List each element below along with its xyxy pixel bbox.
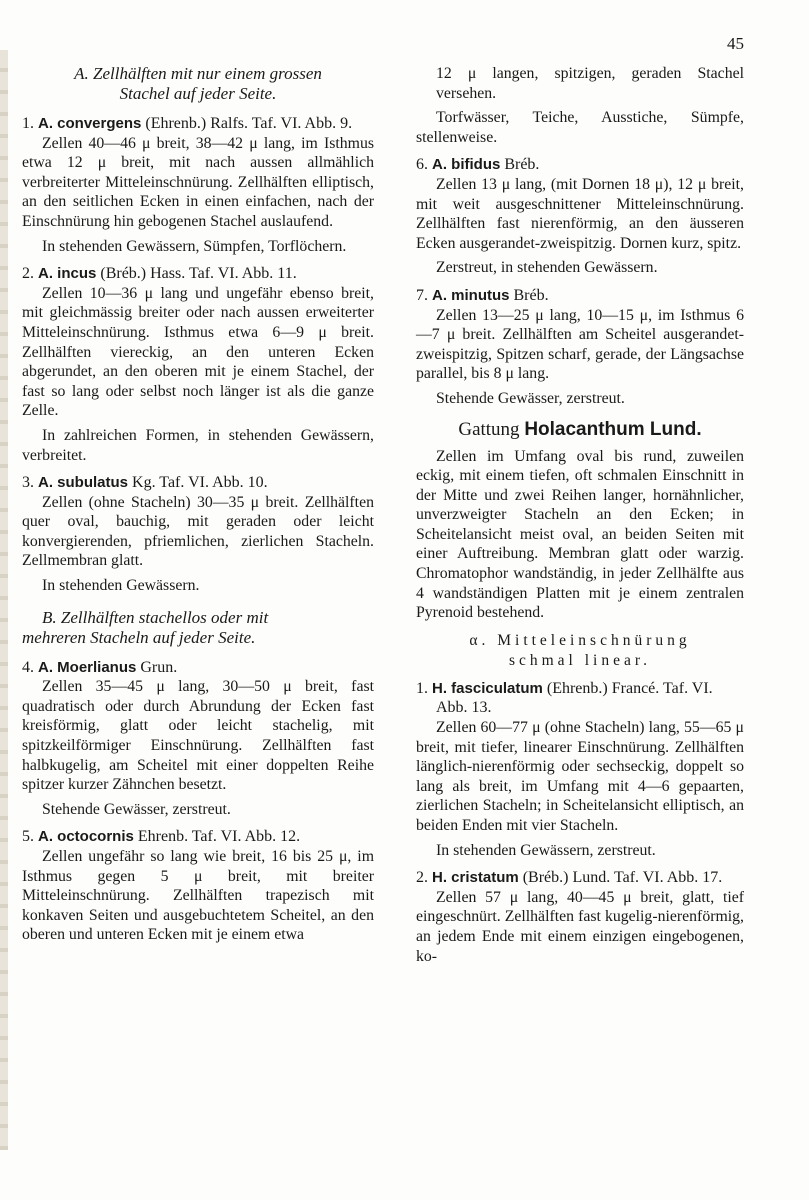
section-a-heading: A. Zellhälften mit nur einem grossen Stachel auf jeder Seite. (74, 64, 322, 103)
entry-cristatum: 2. H. cristatum (Bréb.) Lund. Taf. VI. Abb. 17. (416, 869, 723, 887)
left-column (22, 64, 374, 945)
binding-edge (0, 50, 8, 1150)
entry-subulatus: 3. A. subulatus Kg. Taf. VI. Abb. 10. (22, 474, 268, 492)
entry-desc: Zellen 60—77 μ (ohne Stacheln) lang, 55—65 μ breit, mit tiefer, linearer Einschnürung. Zellhälften länglich-nierenförmig oder sechseckig, doppelt so lang als breit, im Umfang mit 4—6 gepaarten, zierlichen Stacheln; in Scheitelansicht elliptisch, an beiden Enden mit vier Stacheln. (416, 719, 744, 834)
entry-desc: Zellen 10—36 μ lang und ungefähr ebenso breit, mit gleichmässig breiter oder nach aussen erweiterter Mitteleinschnürung. Isthmus etwa 6—9 μ breit. Zellhälften viereckig, an den unteren Ecken abgerundet, an den oberen mit je einem Stachel, der fast so lang oder selbst noch länger ist als die ganze Zelle. (22, 284, 374, 420)
subsection-alpha: α. Mitteleinschnürung schmal linear. (469, 631, 691, 669)
entry-desc: Zellen 35—45 μ lang, 30—50 μ breit, fast quadratisch oder durch Abrundung der Ecken fast kreisförmig, glatt oder leicht stachelig, mit spitzkeilförmiger Einschnürung. Zellhälften fast halbkugelig, am Scheitel mit einer doppelten Reihe spitzer kurzer Zähnchen besetzt. (22, 678, 374, 794)
section-b-heading: B. Zellhälften stachellos oder mit mehreren Stacheln auf jeder Seite. (22, 607, 269, 647)
entry-moerlianus: 4. A. Moerlianus Grun. (22, 658, 178, 676)
right-column (416, 64, 744, 966)
entry-desc: Zellen (ohne Stacheln) 30—35 μ breit. Zellhälften quer oval, bauchig, mit geraden oder leicht konvergierenden, pfriemlichen, zierlichen Stacheln. Zellmembran glatt. (22, 493, 374, 570)
entry-desc: Zellen 13—25 μ lang, 10—15 μ, im Isthmus 6—7 μ breit. Zellhälften am Scheitel ausgerandet-zweispitzig, Spitzen scharf, gerade, der Längsachse parallel, bis 8 μ lang. (416, 306, 744, 383)
continued-text: 12 μ langen, spitzigen, geraden Stachel versehen. (436, 65, 744, 102)
entry-habitat: Stehende Gewässer, zerstreut. (436, 389, 625, 407)
genus-description: Zellen im Umfang oval bis rund, zuweilen eckig, mit einem tiefen, oft schmalen Einschnitt in der Mitte und zwei Reihen langer, hornähnlicher, unverzweigter Stacheln an den Ecken; in Scheitelansicht meist oval, an beiden Seiten mit einer Auftreibung. Membran glatt oder warzig. Chromatophor wandständig, in jeder Zellhälfte aus 4 wandständigen Platten mit je einem zentralen Pyrenoid bestehend. (416, 447, 744, 622)
entry-habitat: In stehenden Gewässern, zerstreut. (436, 841, 656, 859)
entry-incus: 2. A. incus (Bréb.) Hass. Taf. VI. Abb. 11. (22, 265, 297, 283)
entry-octocornis: 5. A. octocornis Ehrenb. Taf. VI. Abb. 12. (22, 828, 301, 846)
entry-bifidus: 6. A. bifidus Bréb. (416, 156, 540, 174)
genus-heading: Gattung Holacanthum Lund. (458, 418, 702, 440)
entry-desc: Zellen 57 μ lang, 40—45 μ breit, glatt, tief eingeschnürt. Zellhälften fast kugelig-nierenförmig, an jedem Ende mit einem einzigen eingebogenen, ko- (416, 888, 744, 965)
entry-fasciculatum: 1. H. fasciculatum (Ehrenb.) Francé. Taf. VI. Abb. 13. (416, 679, 713, 717)
entry-habitat: In stehenden Gewässern. (42, 577, 200, 595)
entry-habitat: Zerstreut, in stehenden Gewässern. (436, 259, 658, 277)
entry-habitat: Torfwässer, Teiche, Ausstiche, Sümpfe, stellenweise. (416, 109, 744, 146)
entry-desc: Zellen ungefähr so lang wie breit, 16 bis 25 μ, im Isthmus gegen 5 μ breit, mit breiter Mitteleinschnürung. Zellhälften trapezisch mit konkaven Seiten und ausgebuchtetem Scheitel, an den oberen und unteren Ecken mit je einem etwa (22, 848, 374, 944)
entry-desc: Zellen 13 μ lang, (mit Dornen 18 μ), 12 μ breit, mit weit ausgeschnittener Mitteleinschnürung. Zellhälften fast nierenförmig, an den äusseren Ecken ausgerandet-zweispitzig. Dornen kurz, spitz. (416, 175, 744, 252)
entry-convergens: 1. A. convergens (Ehrenb.) Ralfs. Taf. VI. Abb. 9. (22, 115, 353, 132)
entry-desc: Zellen 40—46 μ breit, 38—42 μ lang, im Isthmus etwa 12 μ breit, mit nach aussen allmählich verbreiterter Mitteleinschnürung. Zellhälften elliptisch, an den seitlichen Ecken in einen einfachen, nach der Einschnürung hin gebogenen Stachel auslaufend. (22, 134, 374, 230)
entry-habitat: In zahlreichen Formen, in stehenden Gewässern, verbreitet. (22, 426, 374, 464)
entry-minutus: 7. A. minutus Bréb. (416, 286, 549, 304)
entry-habitat: Stehende Gewässer, zerstreut. (42, 800, 231, 818)
entry-habitat: In stehenden Gewässern, Sümpfen, Torflöchern. (42, 237, 347, 255)
page-number: 45 (727, 34, 744, 53)
